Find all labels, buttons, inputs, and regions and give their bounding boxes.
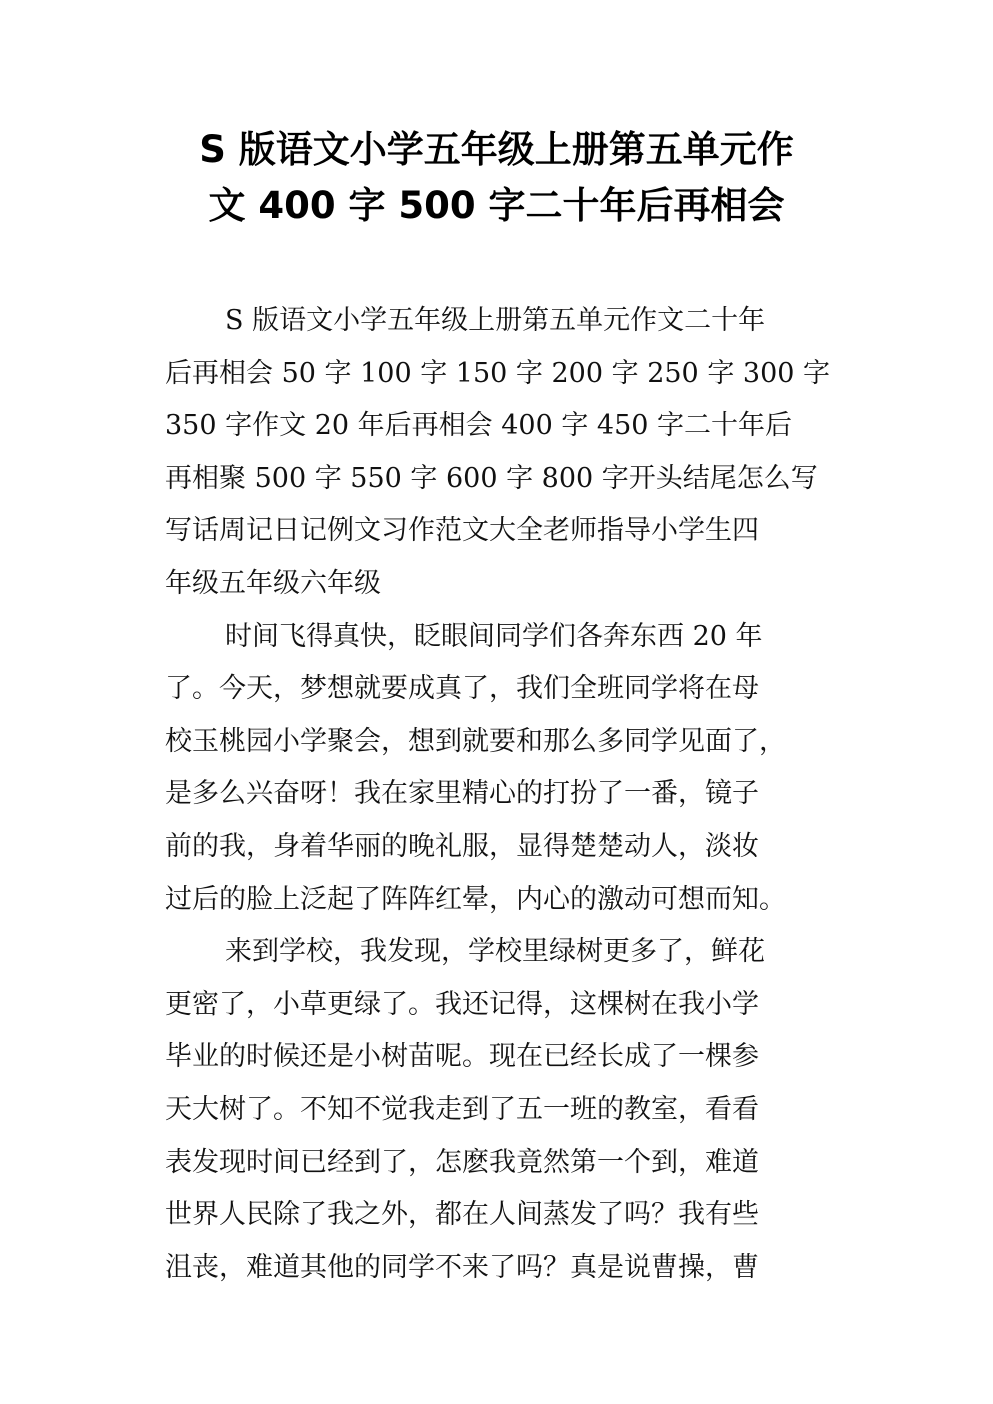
text-line: 世界人民除了我之外，都在人间蒸发了吗？我有些 [165,1199,759,1231]
document-title [150,122,843,234]
text-line: 写话周记日记例文习作范文大全老师指导小学生四 [165,515,759,547]
text-line: 沮丧，难道其他的同学不来了吗？真是说曹操，曹 [165,1251,759,1283]
text-line: 再相聚 500 字 550 字 600 字 800 字开头结尾怎么写 [165,462,818,494]
text-line: 年级五年级六年级 [165,567,381,599]
title-line: 文 400 字 500 字二十年后再相会 [208,184,785,227]
paragraph-intro [165,295,835,611]
text-line: 了。今天，梦想就要成真了，我们全班同学将在母 [165,673,759,705]
text-line: 后再相会 50 字 100 字 150 字 200 字 250 字 300 字 [165,357,831,389]
text-line: 是多么兴奋呀！我在家里精心的打扮了一番，镜子 [165,778,759,810]
text-line: 天大树了。不知不觉我走到了五一班的教室，看看 [165,1093,759,1125]
text-line: 来到学校，我发现，学校里绿树更多了，鲜花 [225,936,765,968]
document-body [165,295,835,1294]
text-line: S 版语文小学五年级上册第五单元作文二十年 [225,305,766,336]
text-line: 过后的脸上泛起了阵阵红晕，内心的激动可想而知。 [165,883,786,915]
paragraph-arrive-school [165,926,835,1294]
text-line: 毕业的时候还是小树苗呢。现在已经长成了一棵参 [165,1041,759,1073]
text-line: 表发现时间已经到了，怎麽我竟然第一个到，难道 [165,1146,759,1178]
title-line: S 版语文小学五年级上册第五单元作 [199,128,794,171]
text-line: 校玉桃园小学聚会，想到就要和那么多同学见面了， [165,725,786,757]
paragraph-time-flies [165,611,835,927]
text-line: 时间飞得真快，眨眼间同学们各奔东西 20 年 [225,620,763,652]
text-line: 前的我，身着华丽的晚礼服，显得楚楚动人，淡妆 [165,830,759,862]
text-line: 更密了，小草更绿了。我还记得，这棵树在我小学 [165,988,759,1020]
text-line: 350 字作文 20 年后再相会 400 字 450 字二十年后 [165,410,793,442]
